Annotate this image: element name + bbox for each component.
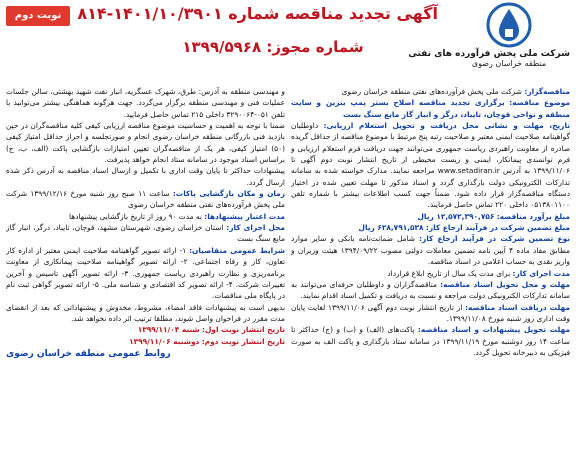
paragraph [6,245,285,302]
paragraph-text: شنبه ۱۳۹۹/۱۱/۰۴ [137,325,200,335]
right-column [291,86,570,468]
paragraph-text: برگزاری تجدید مناقصه اصلاح بستر پمپ بنزین و سایت منطقه و نواحی قوچان، تایباد، درگز و انبار گاز مایع سنگ بست [291,98,570,119]
paragraph-label: تاریخ انتشار نوبت اول: [201,325,285,335]
paragraph-text: دوشنبه ۱۳۹۹/۱۱/۰۶ [129,336,200,346]
paragraph [6,86,285,120]
paragraph-text: پاکت‌های (الف) و (ب) و (ج) حداکثر تا ساعت ۱۴ روز دوشنبه مورخ ۱۳۹۹/۱۱/۱۹ در سامانه ستاد بارگذاری و پاکت الف به صورت فیزیکی به دبیرخانه تحویل گردد. [291,325,570,357]
oil-company-logo-icon [484,2,534,48]
paragraph-label: مبلغ تضمین شرکت در فرآیند ارجاع کار: [425,223,570,233]
paragraph-text: برای مدت یک سال از تاریخ ابلاغ قرارداد [387,268,511,278]
company-logo-block [408,2,570,82]
paragraph-label: مهلت دریافت اسناد مناقصه: [465,302,570,312]
signature: روابط عمومی منطقه خراسان رضوی [6,348,171,359]
paragraph-text: از تاریخ انتشار نوبت دوم آگهی ۱۳۹۹/۱۱/۰۶ لغایت پایان وقت اداری روز شنبه مورخ ۱۳۹۹/۱۱/۰۸. [291,302,570,323]
ad-header [0,0,576,84]
paragraph [291,222,570,233]
region-name: منطقه خراسان رضوی [471,59,547,68]
paragraph-text: شرکت ملی پخش فرآورده‌های نفتی منطقه خراسان رضوی [341,87,523,96]
paragraph [291,233,570,267]
paragraph [291,302,570,325]
company-name: شرکت ملی پخش فرآورده های نفتی [408,49,570,59]
paragraph-text: ۱۲,۵۷۲,۳۹۰,۷۵۶ ریال [417,211,495,221]
paragraph-label: مبلغ برآورد مناقصه: [496,211,570,221]
paragraph-label: مهلت تحویل پیشنهادات و اسناد مناقصه: [417,325,570,335]
paragraph [6,324,285,335]
paragraph [6,336,285,347]
paragraph-text: ساعت ۱۱ صبح روز شنبه مورخ ۱۳۹۹/۱۲/۱۶ شرکت ملی پخش فرآورده‌های نفتی منطقه خراسان رضوی [6,189,285,210]
paragraph-label: نوع تضمین شرکت در فرآیند ارجاع کار: [419,234,570,244]
paragraph [291,268,570,279]
paragraph-text: داوطلبان گواهینامه صلاحیت ایمنی معتبر و صلاحیت رتبه پنج مرتبط با موضوع مناقصه از حداقل گریده صادره از معاونت راهبردی ریاست جمهوری می‌توانند جهت دریافت فرم استعلام ارزیابی و فرم توانمندی پیمانکار، ایمنی و زیست محیطی از تاریخ انتشار نوبت دوم آگهی تا ۱۳۹۹/۱۱/۰۶ به آدرس www.setadiran.ir مراجعه نمایند. مدارک خواسته شده به سامانه تدارکات الکترونیکی دولت بارگذاری گردد و اسناد مذکور تا مهلت تعیین شده در اختیار دستگاه مناقصه‌گزار قرار داده شود. ضمناً جهت کسب اطلاعات بیشتر با شماره تلفن ۰۵۱۳۸۰۱۱۰۰ داخلی ۲۲۰ تماس حاصل فرمایند. [291,121,570,210]
ad-body [6,86,570,468]
paragraph [6,222,285,245]
round-badge: نوبت دوم [6,6,70,26]
paragraph-label: مهلت و محل تحویل اسناد مناقصه: [440,279,570,289]
paragraph [291,97,570,120]
paragraph-label: تاریخ انتشار نوبت دوم: [201,336,285,346]
paragraph-text: ۱- ارائه تصویر گواهینامه صلاحیت ایمنی معتبر از اداره کار تعاون، کار و رفاه اجتماعی. ۲- ارائه تصویر گواهینامه صلاحیت پیمانکاری از معاونت برنامه‌ریزی و نظارت راهبردی ریاست جمهوری. ۳- ارائه تصویر آگهی تاسیس و آخرین تغییرات شرکت. ۴- ارائه تصویر کد اقتصادی و شناسه ملی. ۵- ارائه تصویر گواهی ثبت نام در پایگاه ملی مناقصات. [6,245,285,301]
paragraph-label: مدت اجرای کار: [512,268,570,278]
paragraph-label: موضوع مناقصه: [509,98,570,108]
paragraph [291,86,570,97]
paragraph-text: مناقصه‌گزاران و داوطلبان حرفه‌ای می‌توانند به سامانه تدارکات الکترونیکی دولت مراجعه و نسبت به دریافت و تکمیل اسناد اقدام نمایند. [291,279,570,301]
paragraph-text: بدیهی است به پیشنهادات فاقد امضاء، مشروط، مخدوش و پیشنهاداتی که بعد از انقضای مدت مقرر در فراخوان واصل شوند، مطلقا ترتیب اثر داده نخواهد شد. [6,302,285,323]
paragraph [6,188,285,211]
paragraph-label: زمان و مکان بازگشایی پاکات: [172,189,285,199]
left-column [6,86,285,468]
paragraph-label: شرایط عمومی متقاضیان: [189,245,285,255]
paragraph-label: محل اجرای کار: [226,223,285,233]
paragraph-text: به مدت ۹۰ روز از تاریخ بازگشایی پیشنهادها [69,211,202,221]
paragraph-text: شامل ضمانت‌نامه بانکی و سایر موارد مطابق مفاد ماده ۴ آیین نامه تضمین معاملات دولتی مصوب ۱۳۹۴/۰۹/۲۲ هیئت وزیران و واریز نقدی به حساب اعلامی در اسناد مناقصه. [291,234,570,267]
permit-number: شماره مجوز: ۱۳۹۹/۵۹۶۸ [182,38,364,56]
paragraph-label: تاریخ، مهلت و نشانی محل دریافت و تحویل استعلام ارزیابی: [323,121,570,131]
paragraph-text: پیشنهادات حداکثر تا پایان وقت اداری با تکمیل و ارسال اسناد مناقصه به آدرس ذکر شده ارسال گردد. [6,166,285,187]
paragraph [291,324,570,358]
paragraph-label: مناقصه‌گزار: [524,87,570,96]
ad-title: آگهی تجدید مناقصه شماره ۱۴۰۱/۱۰/۳۹۰۱-۸۱۴ [77,4,438,23]
paragraph [6,120,285,165]
paragraph [6,211,285,222]
paragraph [291,211,570,222]
paragraph [6,302,285,325]
paragraph [6,165,285,188]
paragraph-text: و مهندسی منطقه به آدرس: طرق، شهرک عسگریه، انبار نفت شهید بهشتی، سالن جلسات عملیات فنی و مهندسی منطقه برگزار می‌گردد. جهت هرگونه هماهنگی بیشتر می‌توانید با تلفن ۰۵۱-۳۲۹۰۰۶۴ داخلی ۲۱۵ تماس حاصل فرمایید. [6,87,285,119]
paragraph-text: استان خراسان رضوی، شهرستان مشهد، قوچان، تایباد، درگز، انبار گاز مایع سنگ بست [6,223,285,244]
paragraph-text: ۶۲۸,۷۹۱,۵۳۸ ریال [358,223,424,233]
paragraph-text: ضمنا با توجه به اهمیت و حساسیت موضوع مناقصه ارزیابی کیفی کلیه مناقصه‌گران در حین بازدید فنی بازرگانی منطقه خراسان رضوی انجام و صورتجلسه و احراز حداقل امتیاز کیفی (۵۰) امتیاز کیفی، هر یک از مناقصه‌گران تعیین امتیازات بازگشایی پاکت (الف، ب، ج) براساس اسناد موجود در سامانه ستاد انجام خواهد پذیرفت. [6,121,285,165]
paragraph [291,120,570,211]
paragraph-label: مدت اعتبار پیشنهادها: [204,211,285,221]
paragraph [291,279,570,302]
